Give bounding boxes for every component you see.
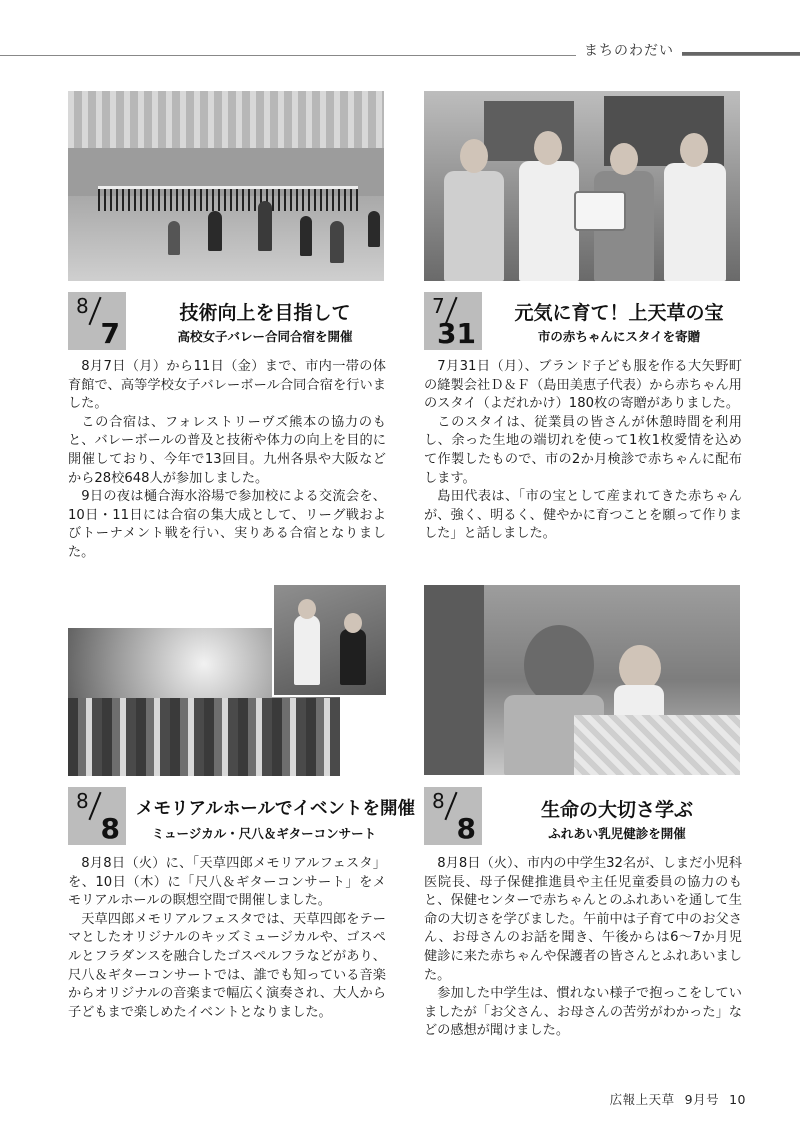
date-day: 8: [100, 812, 120, 845]
publication-name: 広報上天草: [609, 1092, 675, 1107]
article-headline: 元気に育て！上天草の宝: [514, 302, 724, 324]
article-headline: 技術向上を目指して: [179, 302, 351, 324]
date-month: 8: [76, 294, 89, 318]
paragraph: 7月31日（月）、ブランド子ども服を作る大矢野町の縫製会社Ｄ＆Ｆ（島田美恵子代表）から赤ちゃん用のスタイ（よだれかけ）180枚の寄贈がありました。: [424, 359, 742, 412]
paragraph: 9日の夜は樋合海水浴場で参加校による交流会を、10日・11日には合宿の集大成として、リーグ戦およびトーナメント戦を行い、実りある合宿となりました。: [68, 489, 386, 560]
date-day: 8: [456, 812, 476, 845]
article-body: [424, 855, 742, 1041]
photo-infant-interaction: [424, 585, 740, 775]
paragraph: この合宿は、フォレストリーヴズ熊本の協力のもと、バレーボールの普及と技術や体力の向上を目的に開催しており、今年で13回目。九州各県や大阪などから28校648人が参加しました。: [68, 414, 386, 486]
photo-donation-group: [424, 91, 740, 281]
date-month: 8: [432, 789, 445, 813]
paragraph: 8月8日（火）、市内の中学生32名が、しまだ小児科医院長、母子保健推進員や主任児童委員の協力のもと、保健センターで赤ちゃんとのふれあいを通して生命の大切さを学びました。午前中は子育て中のお父さん、お母さんのお話を聞き、午後からは6～7か月児健診に来た赤ちゃんや保護者の皆さんとふれあいました。: [424, 856, 742, 983]
article-subhead: ミュージカル・尺八＆ギターコンサート: [151, 826, 377, 841]
date-box: [68, 787, 126, 845]
photo-volleyball-gym: [68, 91, 384, 281]
section-title: まちのわだい: [576, 40, 682, 60]
issue-label: 9月号: [684, 1092, 720, 1107]
date-box: [68, 292, 126, 350]
date-box: [424, 292, 482, 350]
article-subhead: 市の赤ちゃんにスタイを寄贈: [537, 329, 701, 344]
article-body: [424, 358, 742, 544]
article-subhead: 高校女子バレー合同合宿を開催: [177, 329, 353, 344]
date-day: 31: [437, 317, 476, 350]
paragraph: 天草四郎メモリアルフェスタでは、天草四郎をテーマとしたオリジナルのキッズミュージカルや、ゴスペルとフラダンスを融合したゴスペルフラなどがあり、尺八＆ギターコンサートでは、誰でも知っている音楽からオリジナルの音楽まで幅広く演奏され、大人から子どもまで楽しめたイベントとなりました。: [68, 911, 386, 1020]
date-month: 8: [76, 789, 89, 813]
paragraph: 8月8日（火）に、「天草四郎メモリアルフェスタ」を、10日（木）に「尺八＆ギターコンサート」をメモリアルホールの瞑想空間で開催しました。: [68, 856, 386, 909]
date-box: [424, 787, 482, 845]
paragraph: 島田代表は、「市の宝として産まれてきた赤ちゃんが、強く、明るく、健やかに育つことを願って作りました」と話しました。: [424, 489, 742, 542]
article-subhead: ふれあい乳児健診を開催: [548, 826, 686, 841]
paragraph: 8月7日（月）から11日（金）まで、市内一帯の体育館で、高等学校女子バレーボール合同合宿を行いました。: [68, 359, 386, 412]
article-body: [68, 358, 386, 563]
paragraph: このスタイは、従業員の皆さんが休憩時間を利用し、余った生地の端切れを使って1枚1枚愛情を込めて作製したもので、市の2か月検診で赤ちゃんに配布します。: [424, 414, 742, 486]
paragraph: 参加した中学生は、慣れない様子で抱っこをしていましたが「お父さん、お母さんの苦労がわかった」などの感想が聞けました。: [424, 986, 742, 1039]
page-footer: [610, 1090, 746, 1108]
photo-shakuhachi-guitar: [272, 585, 386, 697]
article-headline: メモリアルホールでイベントを開催: [136, 799, 415, 819]
date-day: 7: [100, 317, 120, 350]
page-number: 10: [729, 1092, 746, 1107]
date-month: 7: [432, 294, 445, 318]
article-body: [68, 855, 386, 1022]
article-headline: 生命の大切さ学ぶ: [540, 799, 693, 821]
